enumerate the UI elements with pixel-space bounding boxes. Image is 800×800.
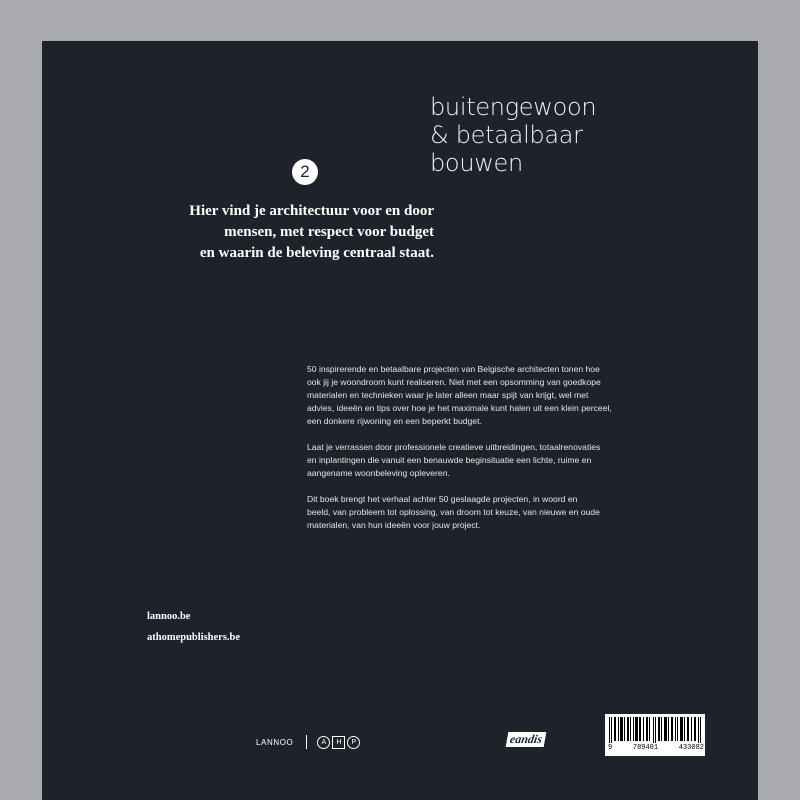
blurb-line: en inplantingen die vanuit een benauwde beginsituatie een lichte, ruime en [307,455,592,465]
blurb-line: ook jij je woondroom kunt realiseren. Niet met een opsomming van goedkope [307,377,601,387]
tagline-line-2: mensen, met respect voor budget [224,224,434,240]
blurb-line: advies, ideeën en tips over hoe je het maximale kunt halen uit een klein perceel, [307,403,612,413]
blurb-line: Laat je verrassen door professionele creatieve uitbreidingen, totaalrenovaties [307,442,601,452]
tagline-line-1: Hier vind je architectuur voor en door [189,203,434,219]
link-athomepublishers[interactable]: athomepublishers.be [147,632,241,643]
lannoo-logo: LANNOO [256,737,294,747]
blurb [307,363,687,545]
blurb-paragraph-1 [307,363,687,428]
blurb-line: een donkere rijwoning en een beperkt budget. [307,416,482,426]
title-line-1: buitengewoon [430,93,597,121]
isbn-first-digit: 9 [608,744,613,752]
ahp-letter: A [317,736,330,749]
title-line-3: bouwen [430,149,523,177]
ahp-letter: H [332,736,345,749]
tagline-line-3: en waarin de beleving centraal staat. [199,245,434,261]
blurb-line: beeld, van probleem tot oplossing, van droom tot keuze, van nieuwe en oude [307,507,600,517]
website-links [147,611,240,653]
ahp-logo-icon [317,736,360,749]
blurb-line: 50 inspirerende en betaalbare projecten van Belgische architecten tonen hoe [307,364,600,374]
blurb-line: aangename woonbeleving opleveren. [307,468,450,478]
title-line-2: & betaalbaar [430,121,583,149]
back-cover [42,41,758,800]
link-lannoo[interactable]: lannoo.be [147,611,191,622]
blurb-line: materialen, van hun ideeën voor jouw project. [307,520,481,530]
publisher-logos [256,734,360,750]
barcode-bars-icon [609,717,701,743]
isbn-digits [608,744,704,752]
blurb-paragraph-3 [307,493,687,532]
tagline [114,201,434,264]
isbn-barcode [605,714,705,756]
isbn-group-2: 433082 [678,744,704,752]
blurb-paragraph-2 [307,441,687,480]
logo-divider [306,735,307,749]
volume-number-badge: 2 [292,159,318,185]
blurb-line: materialen en technieken waar je later alleen maar spijt van krijgt, wel met [307,390,589,400]
ahp-letter: P [347,736,360,749]
isbn-group-1: 789401 [632,744,659,752]
eandis-logo: eandis [506,732,547,747]
book-title [430,93,596,177]
blurb-line: Dit boek brengt het verhaal achter 50 geslaagde projecten, in woord en [307,494,578,504]
